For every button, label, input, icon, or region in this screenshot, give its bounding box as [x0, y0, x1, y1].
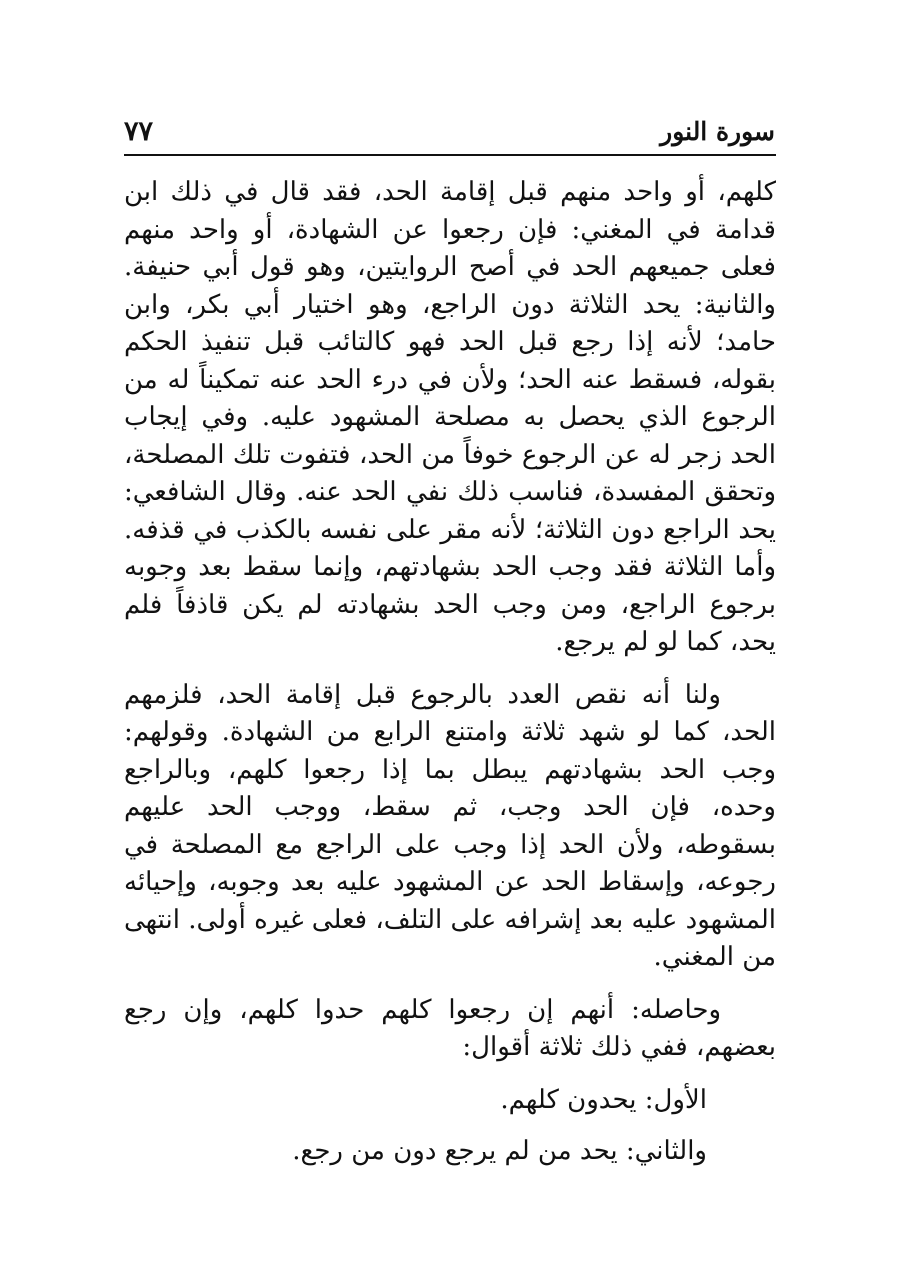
paragraph-2: ولنا أنه نقص العدد بالرجوع قبل إقامة الحد، فلزمهم الحد، كما لو شهد ثلاثة وامتنع الرابع من الشهادة. وقولهم: وجب الحد بشهادتهم يبطل بما إذا رجعوا كلهم، وبالراجع وحده، فإن الحد وجب، ثم سقط، ووجب الحد عليهم بسقوطه، ولأن الحد إذا وجب على الراجع مع المصلحة في رجوعه، وإسقاط الحد عن المشهود عليه بعد وجوبه، وإحيائه المشهود عليه بعد إشرافه على التلف، فعلى غيره أولى. انتهى من المغني.	[124, 679, 776, 972]
paragraph-1: كلهم، أو واحد منهم قبل إقامة الحد، فقد قال في ذلك ابن قدامة في المغني: فإن رجعوا عن الشهادة، أو واحد منهم فعلى جميعهم الحد في أصح الروايتين، وهو قول أبي حنيفة. والثانية: يحد الثلاثة دون الراجع، وهو اختيار أبي بكر، وابن حامد؛ لأنه إذا رجع قبل الحد فهو كالتائب قبل تنفيذ الحكم بقوله، فسقط عنه الحد؛ ولأن في درء الحد عنه تمكيناً له من الرجوع الذي يحصل به مصلحة المشهود عليه. وفي إيجاب الحد زجر له عن الرجوع خوفاً من الحد، فتفوت تلك المصلحة، وتحقق المفسدة، فناسب ذلك نفي الحد عنه. وقال الشافعي: يحد الراجع دون الثلاثة؛ لأنه مقر على نفسه بالكذب في قذفه. وأما الثلاثة فقد وجب الحد بشهادتهم، وإنما سقط بعد وجوبه برجوع الراجع، ومن وجب الحد بشهادته لم يكن قاذفاً فلم يحد، كما لو لم يرجع.	[124, 177, 776, 657]
header-divider	[124, 154, 776, 156]
list-item-first-opinion: الأول: يحدون كلهم.	[500, 1084, 707, 1115]
main-text	[124, 174, 776, 1185]
list-item-second-opinion: والثاني: يحد من لم يرجع دون من رجع.	[292, 1136, 707, 1166]
surah-title: سورة النور	[660, 117, 775, 146]
paragraph-3: وحاصله: أنهم إن رجعوا كلهم حدوا كلهم، وإن رجع بعضهم، ففي ذلك ثلاثة أقوال:	[124, 994, 776, 1062]
page-number: ٧٧	[124, 116, 154, 147]
page-header	[124, 112, 775, 152]
